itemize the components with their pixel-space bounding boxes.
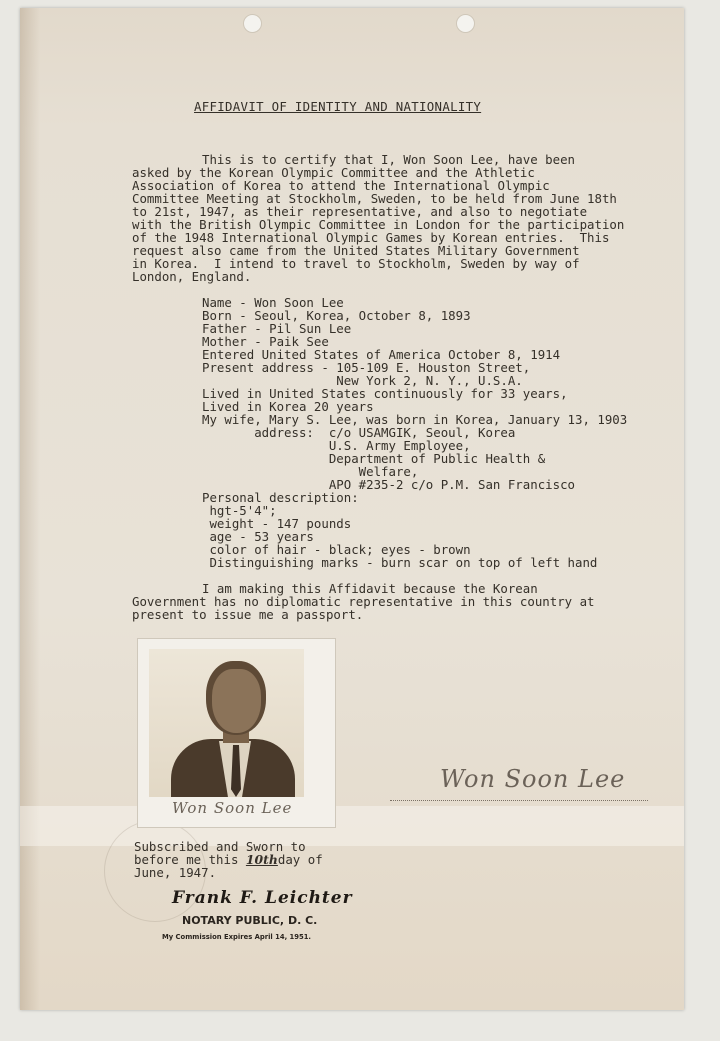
intro-line: to 21st, 1947, as their representative, and also to negotiate xyxy=(132,204,588,219)
intro-line: This is to certify that I, Won Soon Lee, have been xyxy=(202,152,575,167)
detail-line: Name - Won Soon Lee xyxy=(202,295,344,310)
passport-photo-frame xyxy=(137,638,336,828)
signature-line xyxy=(390,800,648,801)
sworn-prefix: before me this xyxy=(134,852,246,867)
personal-line: color of hair - black; eyes - brown xyxy=(202,542,471,557)
detail-line: Lived in Korea 20 years xyxy=(202,399,374,414)
detail-line: APO #235-2 c/o P.M. San Francisco xyxy=(202,477,575,492)
intro-line: London, England. xyxy=(132,269,252,284)
detail-line: address: c/o USAMGIK, Seoul, Korea xyxy=(202,425,516,440)
intro-line: Association of Korea to attend the International Olympic xyxy=(132,178,550,193)
document-title: AFFIDAVIT OF IDENTITY AND NATIONALITY xyxy=(194,99,482,114)
detail-line: Department of Public Health & xyxy=(202,451,546,466)
personal-line: hgt-5'4"; xyxy=(202,503,277,518)
personal-line: Personal description: xyxy=(202,490,359,505)
intro-line: request also came from the United States Military Government xyxy=(132,243,580,258)
detail-line: Born - Seoul, Korea, October 8, 1893 xyxy=(202,308,471,323)
detail-line: Mother - Paik See xyxy=(202,334,329,349)
intro-line: of the 1948 International Olympic Games by Korean entries. This xyxy=(132,230,610,245)
detail-line: Lived in United States continuously for 33 years, xyxy=(202,386,568,401)
closing-line: Government has no diplomatic representative in this country at xyxy=(132,594,595,609)
detail-line: New York 2, N. Y., U.S.A. xyxy=(202,373,523,388)
intro-line: with the British Olympic Committee in London for the participation xyxy=(132,217,625,232)
detail-line: Present address - 105-109 E. Houston Street, xyxy=(202,360,531,375)
applicant-signature: Won Soon Lee xyxy=(440,765,626,793)
personal-line: weight - 147 pounds xyxy=(202,516,352,531)
sworn-line: June, 1947. xyxy=(134,865,217,880)
detail-line: My wife, Mary S. Lee, was born in Korea, January 13, 1903 xyxy=(202,412,628,427)
detail-line: Father - Pil Sun Lee xyxy=(202,321,352,336)
punch-hole xyxy=(243,14,262,33)
notary-title: NOTARY PUBLIC, D. C. xyxy=(182,914,318,927)
portrait-photo xyxy=(149,649,304,797)
sworn-line: Subscribed and Sworn to xyxy=(134,839,306,854)
photo-signature: Won Soon Lee xyxy=(172,799,293,817)
personal-line: age - 53 years xyxy=(202,529,314,544)
intro-line: Committee Meeting at Stockholm, Sweden, to be held from June 18th xyxy=(132,191,617,206)
detail-line: Entered United States of America October 8, 1914 xyxy=(202,347,561,362)
notary-commission-expires: My Commission Expires April 14, 1951. xyxy=(162,933,312,941)
punch-hole xyxy=(456,14,475,33)
sworn-day-handwritten: 10th xyxy=(245,852,278,867)
intro-line: asked by the Korean Olympic Committee and the Athletic xyxy=(132,165,535,180)
photo-face xyxy=(212,669,261,733)
closing-line: present to issue me a passport. xyxy=(132,607,364,622)
sworn-suffix: day of xyxy=(277,852,323,867)
personal-line: Distinguishing marks - burn scar on top of left hand xyxy=(202,555,598,570)
detail-line: U.S. Army Employee, xyxy=(202,438,471,453)
detail-line: Welfare, xyxy=(202,464,419,479)
intro-line: in Korea. I intend to travel to Stockholm, Sweden by way of xyxy=(132,256,580,271)
closing-line: I am making this Affidavit because the Korean xyxy=(202,581,538,596)
affidavit-page xyxy=(20,8,684,1010)
notary-signature: Frank F. Leichter xyxy=(172,888,353,908)
